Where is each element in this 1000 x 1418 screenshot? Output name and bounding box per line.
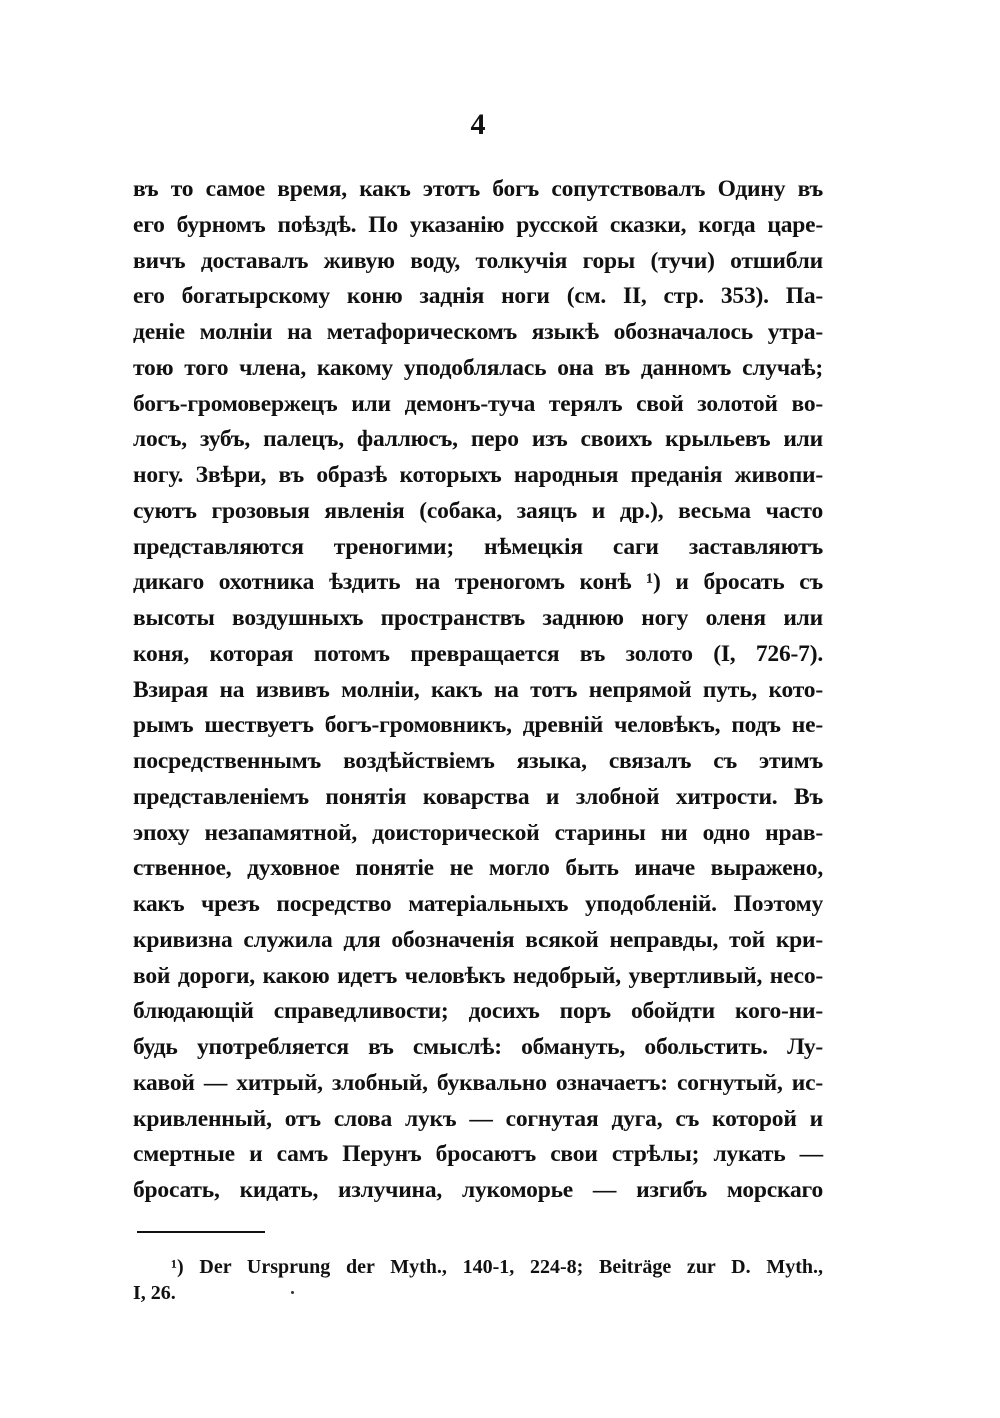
text-line: въ то самое время, какъ этотъ богъ сопутствовалъ Одину въ bbox=[133, 176, 823, 202]
text-line: блюдающій справедливости; досихъ поръ обойдти кого-ни- bbox=[133, 998, 823, 1025]
text-line: ственное, духовное понятіе не могло быть иначе выражено, bbox=[133, 855, 823, 882]
body-text bbox=[133, 172, 823, 1209]
text-line: кривизна служила для обозначенія всякой неправды, той кри- bbox=[133, 926, 823, 953]
text-line: вичъ доставалъ живую воду, толкучія горы (тучи) отшибли bbox=[133, 247, 823, 274]
footnote-divider bbox=[137, 1231, 265, 1233]
text-line: богъ-громовержецъ или демонъ-туча терялъ свой золотой во- bbox=[133, 390, 823, 417]
text-line: его бурномъ поѣздѣ. По указанію русской сказки, когда царе- bbox=[133, 211, 823, 238]
text-line: деніе молніи на метафорическомъ языкѣ обозначалось утра- bbox=[133, 319, 823, 345]
text-line: бросать, кидать, излучина, лукоморье — изгибъ морскаго bbox=[133, 1177, 823, 1203]
text-line: рымъ шествуетъ богъ-громовникъ, древній человѣкъ, подъ не- bbox=[133, 712, 823, 739]
text-line: вой дороги, какою идетъ человѣкъ недобрый, увертливый, несо- bbox=[133, 962, 823, 989]
text-line: лосъ, зубъ, палецъ, фаллюсъ, перо изъ своихъ крыльевъ или bbox=[133, 426, 823, 453]
scan-speck bbox=[291, 1291, 294, 1294]
text-line: смертные и самъ Перунъ бросаютъ свои стрѣлы; лукать — bbox=[133, 1141, 823, 1168]
text-line: Взирая на извивъ молніи, какъ на тотъ непрямой путь, кото- bbox=[133, 676, 823, 703]
footnote-line: I, 26. bbox=[133, 1282, 176, 1304]
text-line: какъ чрезъ посредство матеріальныхъ уподобленій. Поэтому bbox=[133, 891, 823, 917]
text-line: коня, которая потомъ превращается въ золото (I, 726-7). bbox=[133, 640, 823, 667]
text-line: кривленный, отъ слова лукъ — согнутая дуга, съ которой и bbox=[133, 1105, 823, 1132]
text-line: суютъ грозовыя явленія (собака, заяцъ и др.), весьма часто bbox=[133, 497, 823, 524]
text-line: кавой — хитрый, злобный, буквально означаетъ: согнутый, ис- bbox=[133, 1069, 823, 1096]
text-line: ногу. Звѣри, въ образѣ которыхъ народныя преданія живопи- bbox=[133, 462, 823, 488]
text-line: тою того члена, какому уподоблялась она въ данномъ случаѣ; bbox=[133, 354, 823, 381]
text-line: посредственнымъ воздѣйствіемъ языка, связалъ съ этимъ bbox=[133, 748, 823, 774]
text-line: будь употребляется въ смыслѣ: обмануть, обольстить. Лу- bbox=[133, 1034, 823, 1060]
page-number: 4 bbox=[470, 108, 486, 141]
text-line: высоты воздушныхъ пространствъ заднюю ногу оленя или bbox=[133, 605, 823, 631]
footnote bbox=[133, 1254, 823, 1306]
text-line: его богатырскому коню заднія ноги (см. II, стр. 353). Па- bbox=[133, 283, 823, 310]
text-line: эпоху незапамятной, доисторической старины ни одно нрав- bbox=[133, 819, 823, 846]
footnote-line: ¹) Der Ursprung der Myth., 140-1, 224-8; Beiträge zur D. Myth., bbox=[171, 1256, 823, 1278]
text-line: дикаго охотника ѣздить на треногомъ конѣ ¹) и бросать съ bbox=[133, 569, 823, 596]
text-line: представляются треногими; нѣмецкія саги заставляютъ bbox=[133, 533, 823, 560]
text-line: представленіемъ понятія коварства и злобной хитрости. Въ bbox=[133, 783, 823, 810]
